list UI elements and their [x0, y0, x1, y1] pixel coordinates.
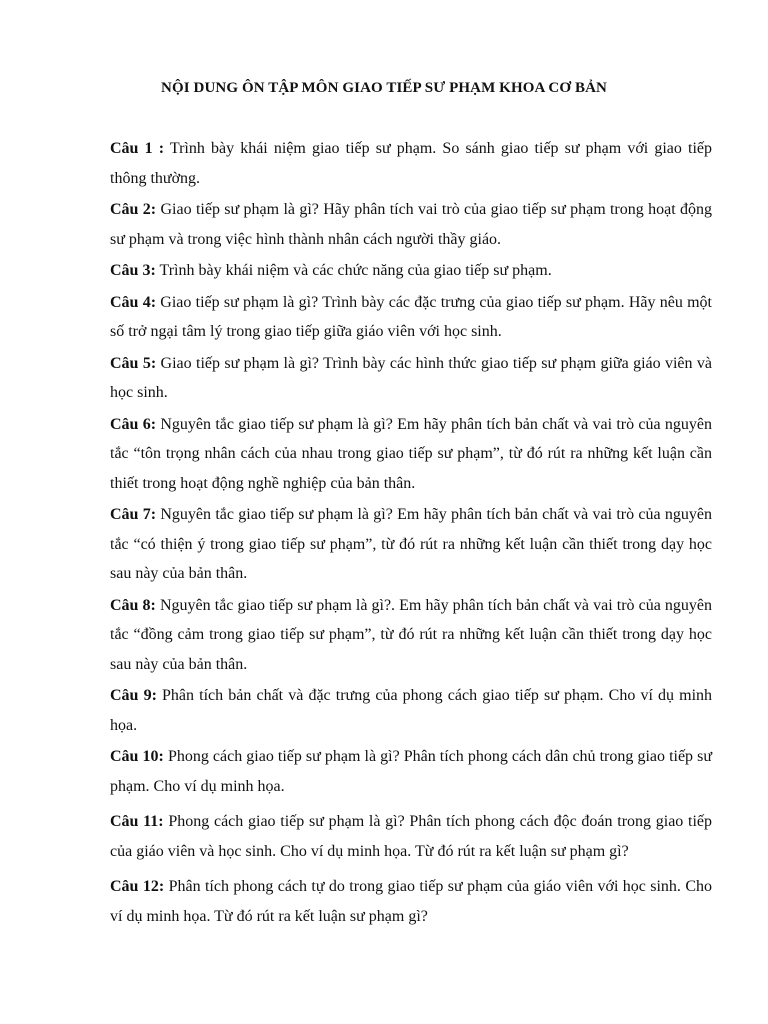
question-label: Câu 3: — [110, 262, 156, 279]
question-text: Phong cách giao tiếp sư phạm là gì? Phân tích phong cách độc đoán trong giao tiếp của giáo viên và học sinh. Cho ví dụ minh họa. Từ đó rút ra kết luận sư phạm gì? — [110, 813, 713, 860]
question-item — [110, 410, 712, 499]
question-text: Phân tích bản chất và đặc trưng của phong cách giao tiếp sư phạm. Cho ví dụ minh họa. — [110, 687, 713, 734]
question-text: Nguyên tắc giao tiếp sư phạm là gì?. Em hãy phân tích bản chất và vai trò của nguyên tắc “đồng cảm trong giao tiếp sư phạm”, từ đó rút ra những kết luận cần thiết trong dạy học sau này của bản thân. — [110, 596, 713, 673]
question-label: Câu 7: — [110, 506, 157, 523]
question-label: Câu 1 : — [110, 140, 165, 157]
question-item — [110, 256, 712, 286]
question-item — [110, 742, 712, 801]
question-text: Phong cách giao tiếp sư phạm là gì? Phân tích phong cách dân chủ trong giao tiếp sư phạm. Cho ví dụ minh họa. — [110, 748, 713, 795]
question-item — [110, 807, 712, 866]
document-title: NỘI DUNG ÔN TẬP MÔN GIAO TIẾP SƯ PHẠM KHOA CƠ BẢN — [161, 80, 607, 96]
question-label: Câu 4: — [110, 293, 157, 311]
question-text: Giao tiếp sư phạm là gì? Trình bày các đặc trưng của giao tiếp sư phạm. Hãy nêu một số trở ngại tâm lý trong giao tiếp giữa giáo viên với học sinh. — [110, 293, 712, 340]
question-label: Câu 9: — [110, 687, 157, 704]
question-item — [110, 872, 712, 931]
question-item — [110, 591, 712, 680]
question-text: Giao tiếp sư phạm là gì? Trình bày các hình thức giao tiếp sư phạm giữa giáo viên và học sinh. — [110, 354, 713, 401]
question-item — [110, 681, 712, 740]
question-text: Nguyên tắc giao tiếp sư phạm là gì? Em hãy phân tích bản chất và vai trò của nguyên tắc “có thiện ý trong giao tiếp sư phạm”, từ đó rút ra những kết luận cần thiết trong dạy học sau này của bản thân. — [110, 506, 712, 582]
question-label: Câu 5: — [110, 354, 157, 372]
question-label: Câu 2: — [110, 201, 157, 218]
question-text: Phân tích phong cách tự do trong giao tiếp sư phạm của giáo viên với học sinh. Cho ví dụ minh họa. Từ đó rút ra kết luận sư phạm gì? — [110, 878, 712, 925]
question-label: Câu 12: — [110, 878, 165, 895]
question-item — [110, 500, 712, 589]
question-text: Nguyên tắc giao tiếp sư phạm là gì? Em hãy phân tích bản chất và vai trò của nguyên tắc “tôn trọng nhân cách của nhau trong giao tiếp sư phạm”, từ đó rút ra những kết luận cần thiết trong hoạt động nghề nghiệp của bản thân. — [110, 415, 712, 492]
question-text: Trình bày khái niệm giao tiếp sư phạm. So sánh giao tiếp sư phạm với giao tiếp thông thường. — [110, 140, 713, 187]
question-item — [110, 349, 712, 408]
question-item — [110, 288, 712, 347]
question-list — [110, 134, 712, 933]
question-label: Câu 6: — [110, 415, 157, 433]
question-text: Giao tiếp sư phạm là gì? Hãy phân tích vai trò của giao tiếp sư phạm trong hoạt động sư phạm và trong việc hình thành nhân cách người thầy giáo. — [110, 201, 713, 248]
question-label: Câu 11: — [110, 813, 164, 830]
question-text: Trình bày khái niệm và các chức năng của giao tiếp sư phạm. — [159, 262, 552, 279]
question-label: Câu 10: — [110, 748, 164, 765]
question-item — [110, 134, 712, 193]
question-label: Câu 8: — [110, 596, 156, 614]
question-item — [110, 195, 712, 254]
